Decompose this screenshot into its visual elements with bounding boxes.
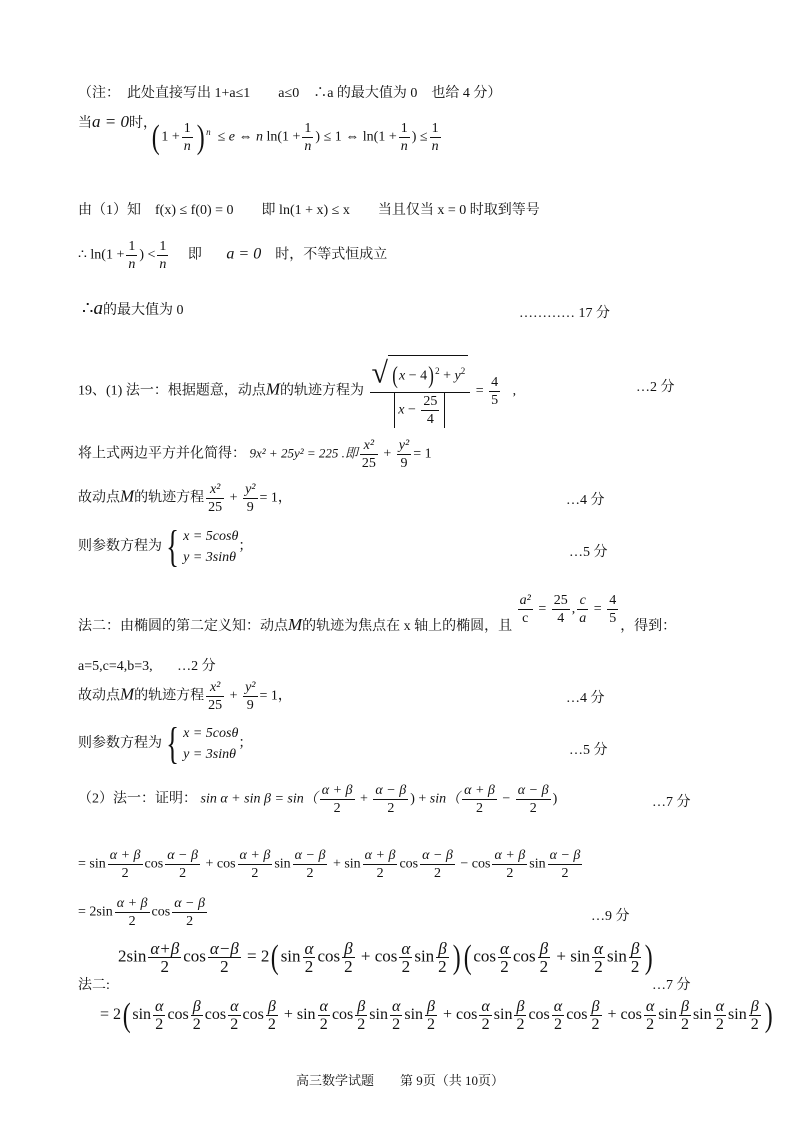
- method-two-line: 法二：由椭圆的第二定义知：动点M的轨迹为焦点在 x 轴上的椭圆，且 $\frac{\text{a²}}{c}$ = $\frac{25}{4}$ , $\frac{c}{a}$ = $\frac{4}{5}$ ，得到：: [78, 593, 677, 634]
- score-5: …5 分: [569, 545, 608, 560]
- score-7: …7 分: [652, 795, 691, 810]
- q19-method-one-line: 19、(1) 法一：根据题意，动点M的轨迹方程为 √ $(x - 4)^2 + y^2$ x − $\frac{25}{4}$ = $\frac{4}{5}$ ,: [78, 356, 517, 427]
- e-inequality-chain: ( 1 + $\frac{1}{n}$ ) $^n$ ≤ e ⇔ n ln(1 + $\frac{1}{n}$ ) ≤ 1 ⇔ ln(1 + $\frac{1}{n}$ ) ≤ $\frac{1}{n}$: [151, 118, 439, 156]
- parametric-equation-line: 则参数方程为{ x = 5cosθ y = 3sinθ ；: [78, 522, 253, 571]
- score-17: ………… 17 分: [519, 306, 610, 321]
- simplify-line: 将上式两边平方并化简得： 9x² + 25y² = 225 .即 $\frac{\text{x²}}{25}$ + $\frac{\text{y²}}{9}$ = 1: [78, 438, 432, 471]
- method-two-label: 法二:: [78, 978, 110, 993]
- track-equation-line-2: 故动点M的轨迹方程 $\frac{\text{x²}}{25}$ + $\frac{\text{y²}}{9}$ = 1，: [78, 680, 292, 713]
- score-7b: …7 分: [652, 978, 691, 993]
- abc-values-line: a=5,c=4,b=3, …2 分: [78, 659, 216, 674]
- from-part-one-line: 由（1）知 f(x) ≤ f(0) = 0 即 ln(1 + x) ≤ x 当且仅当 x = 0 时取到等号: [78, 203, 540, 218]
- part-two-line: （2）法一：证明： sin α + sin β = sin（ $\frac{\alpha + \beta}{2}$ + $\frac{\alpha - \beta}{2}$ ) + sin（ $\frac{\alpha + \beta}{2}$ − $\frac{\alpha - \beta}{2}$ ): [78, 783, 558, 816]
- method-two-identity-line: 2sin $\frac{\alpha+\beta}{2}$ cos $\frac{\alpha-\beta}{2}$ = 2(sin $\frac{\alpha}{2}$ cos $\frac{\beta}{2}$ + cos $\frac{\alpha}{2}$ sin $\frac{\beta}{2}$ )(cos $\frac{\alpha}{2}$ cos $\frac{\beta}{2}$ + sin $\frac{\alpha}{2}$ sin $\frac{\beta}{2}$ ): [118, 938, 653, 976]
- result-line: = 2sin $\frac{\alpha + \beta}{2}$ cos $\frac{\alpha - \beta}{2}$: [78, 896, 205, 929]
- score-5b: …5 分: [569, 743, 608, 758]
- track-equation-line: 故动点M的轨迹方程 $\frac{\text{x²}}{25}$ + $\frac{\text{y²}}{9}$ = 1，: [78, 482, 292, 515]
- note-line: （注： 此处直接写出 1+a≤1 a≤0 ∴a 的最大值为 0 也给 4 分）: [78, 86, 502, 101]
- parametric-equation-line-2: 则参数方程为{ x = 5cosθ y = 3sinθ ；: [78, 719, 253, 768]
- score-9: …9 分: [591, 909, 630, 924]
- score-4: …4 分: [566, 493, 605, 508]
- max-a-line: ∴a的最大值为 0: [82, 298, 184, 319]
- expansion-line: = sin $\frac{\alpha + \beta}{2}$ cos $\frac{\alpha - \beta}{2}$ + cos $\frac{\alpha + \beta}{2}$ sin $\frac{\alpha - \beta}{2}$ + sin $\frac{\alpha + \beta}{2}$ cos $\frac{\alpha - \beta}{2}$ − cos $\frac{\alpha + \beta}{2}$ sin $\frac{\alpha - \beta}{2}$: [78, 848, 581, 881]
- score-4b: …4 分: [566, 691, 605, 706]
- therefore-ln-line: ∴ ln(1 + $\frac{1}{n}$ ) < $\frac{1}{n}$ 即 a = 0 时，不等式恒成立: [78, 239, 388, 272]
- final-expansion-line: = 2( sin $\frac{\alpha}{2}$ cos $\frac{\beta}{2}$ cos $\frac{\alpha}{2}$ cos $\frac{\beta}{2}$ + sin $\frac{\alpha}{2}$ cos $\frac{\beta}{2}$ sin $\frac{\alpha}{2}$ sin $\frac{\beta}{2}$ + cos $\frac{\alpha}{2}$ sin $\frac{\beta}{2}$ cos $\frac{\alpha}{2}$ cos $\frac{\beta}{2}$ + cos $\frac{\alpha}{2}$ sin $\frac{\beta}{2}$ sin $\frac{\alpha}{2}$ sin $\frac{\beta}{2}$ ): [100, 996, 773, 1034]
- page-footer: 高三数学试题 第 9页（共 10页）: [295, 1073, 504, 1088]
- score-2: …2 分: [636, 380, 675, 395]
- when-a-zero-line: 当a = 0时，: [78, 112, 157, 131]
